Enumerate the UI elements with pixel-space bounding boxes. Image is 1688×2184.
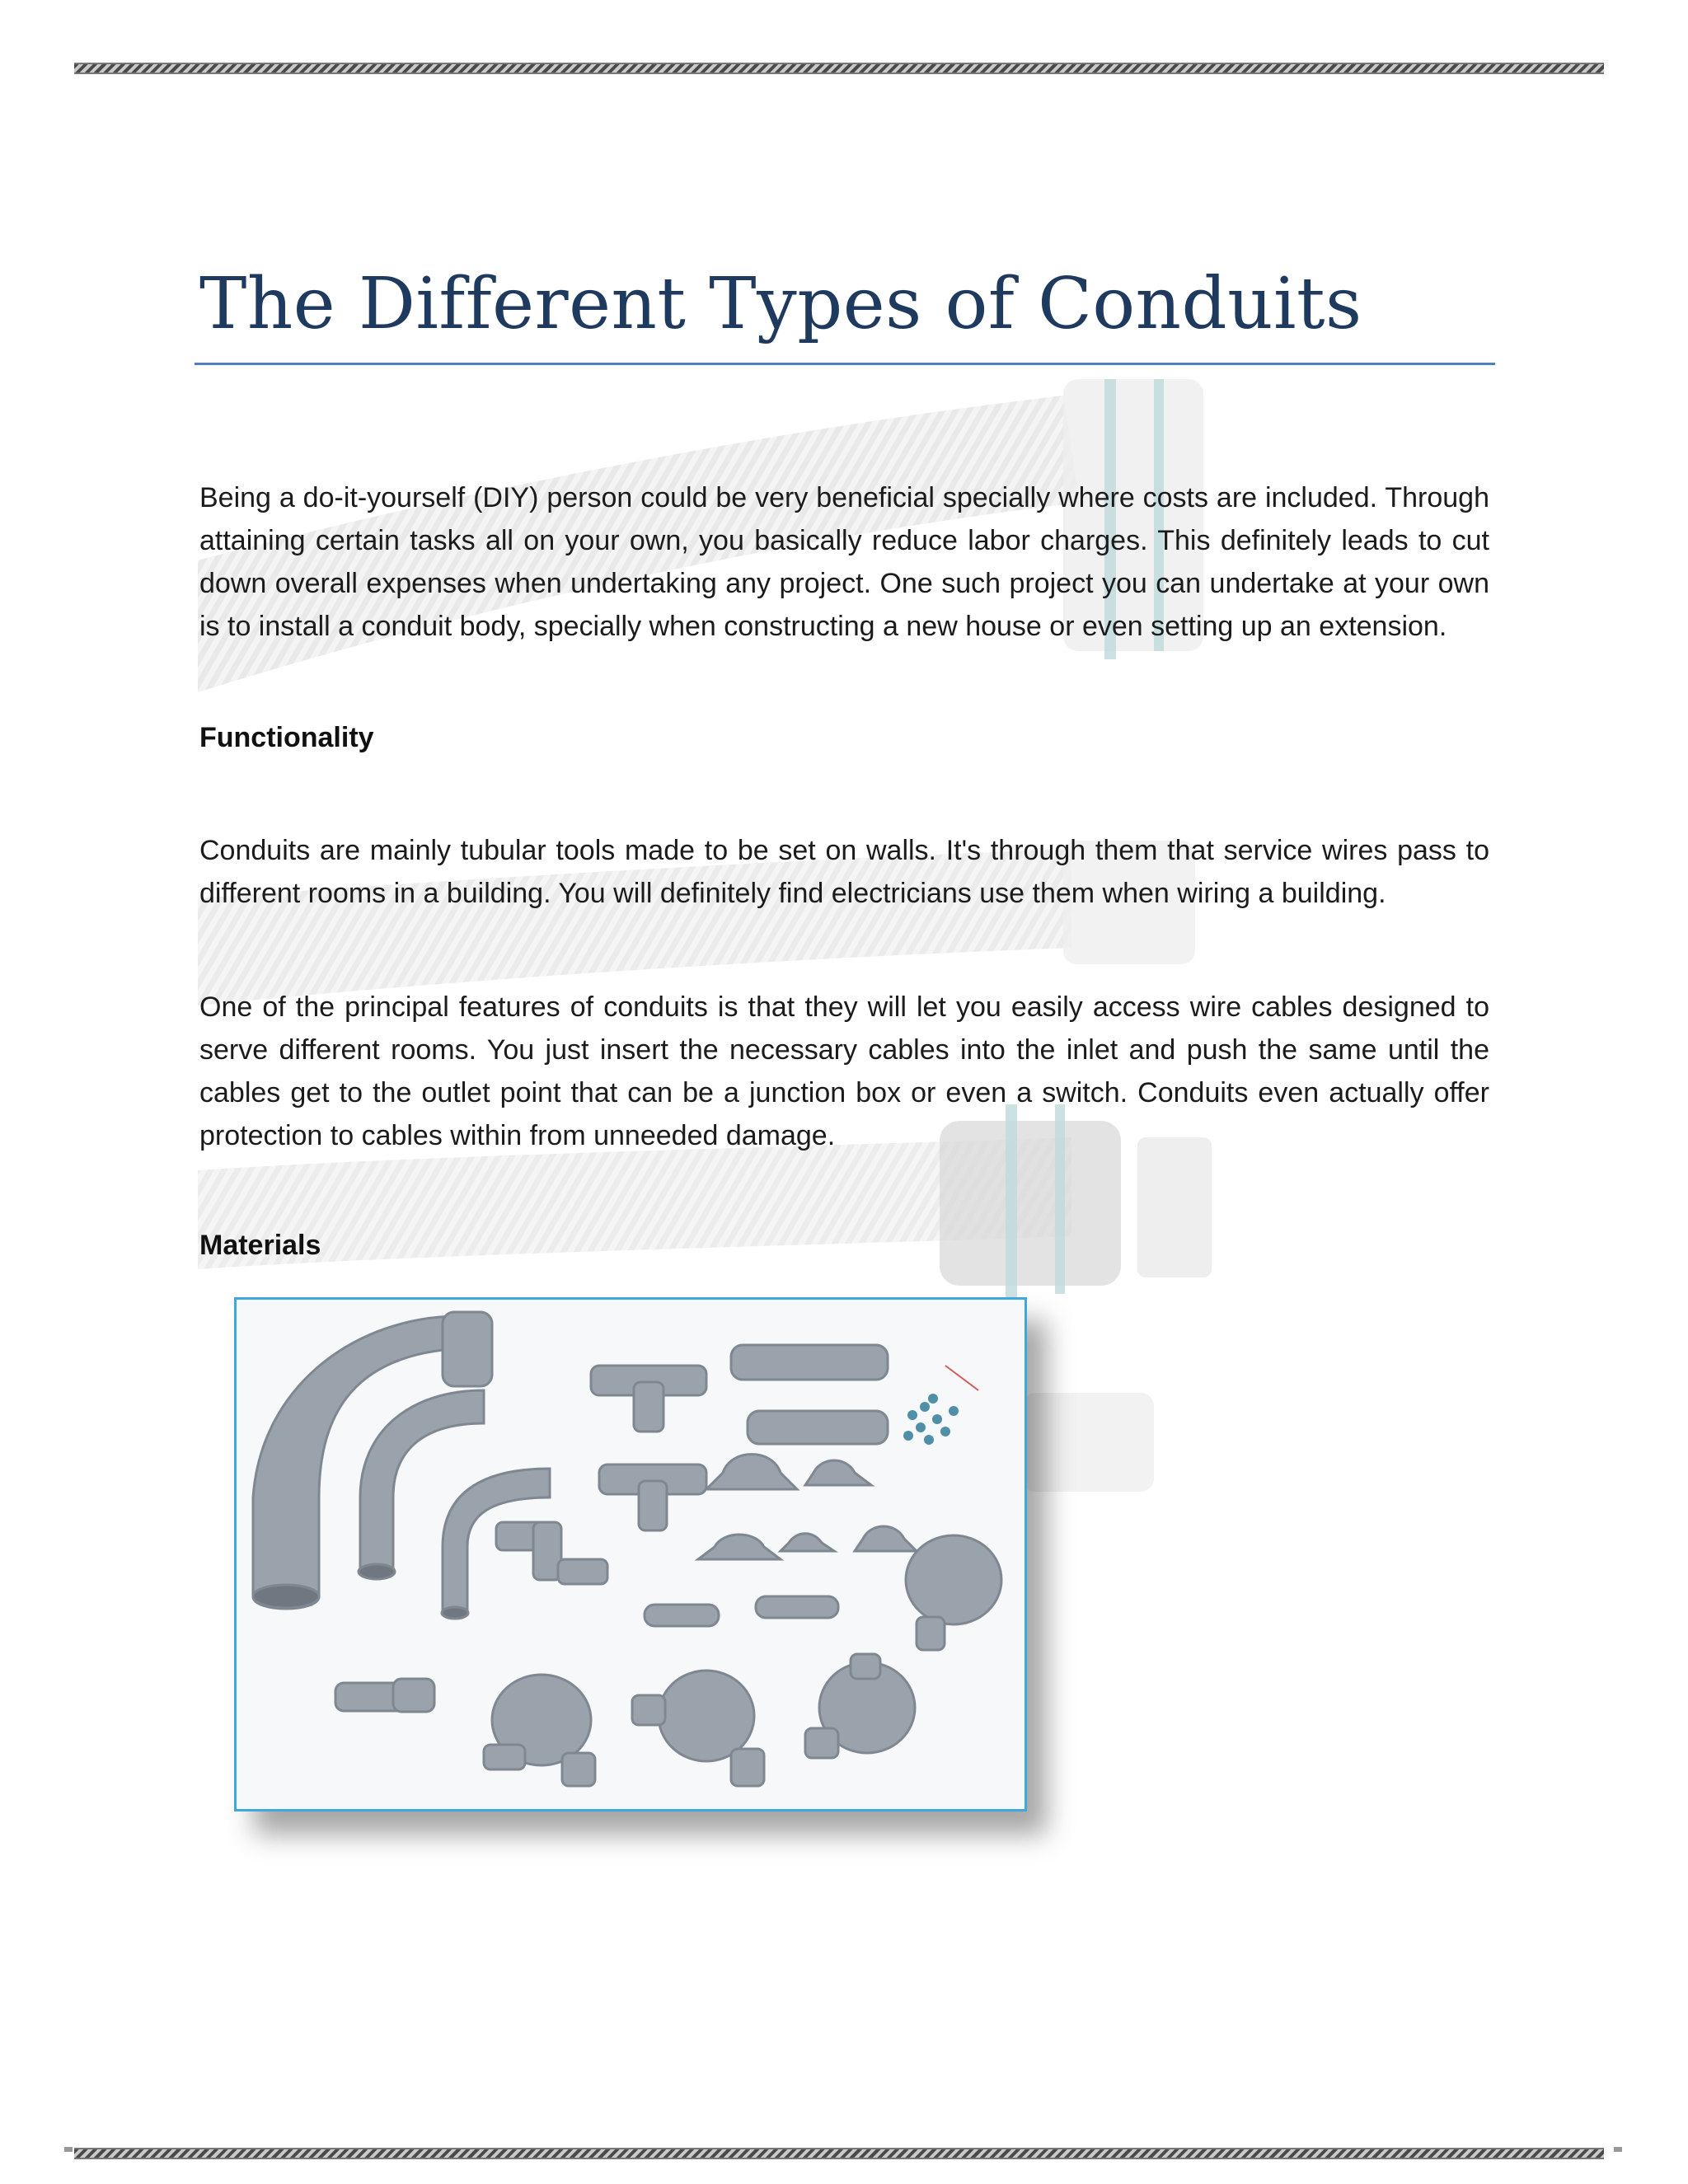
materials-photo [234, 1297, 1027, 1811]
functionality-paragraph-1: Conduits are mainly tubular tools made to be set on walls. It's through them that service wires pass to different rooms in a building. You will definitely find electricians use them when wiring a building. [199, 835, 1489, 909]
top-decorative-border [74, 63, 1604, 74]
section-heading-materials: Materials [199, 1230, 321, 1261]
bottom-decorative-border [74, 2148, 1604, 2159]
footer-mark-right [1614, 2147, 1622, 2152]
intro-paragraph: Being a do-it-yourself (DIY) person could be very beneficial specially where costs are included. Through attaining certain tasks all on your own, you basically reduce labor charges. This definitely leads to cut down overall expenses when undertaking any project. One such project you can undertake at your own is to install a conduit body, specially when constructing a new house or even setting up an extension. [199, 482, 1489, 642]
conduit-fittings-illustration [237, 1300, 1025, 1809]
page-title: The Different Types of Conduits [199, 263, 1362, 345]
title-underline [195, 363, 1495, 365]
footer-mark-left [64, 2147, 73, 2152]
functionality-paragraph-2: One of the principal features of conduits is that they will let you easily access wire cables designed to serve different rooms. You just insert the necessary cables into the inlet and push the same until the cables get to the outlet point that can be a junction box or even a switch. Conduits even actually offer protection to cables within from unneeded damage. [199, 991, 1489, 1151]
section-heading-functionality: Functionality [199, 722, 374, 753]
